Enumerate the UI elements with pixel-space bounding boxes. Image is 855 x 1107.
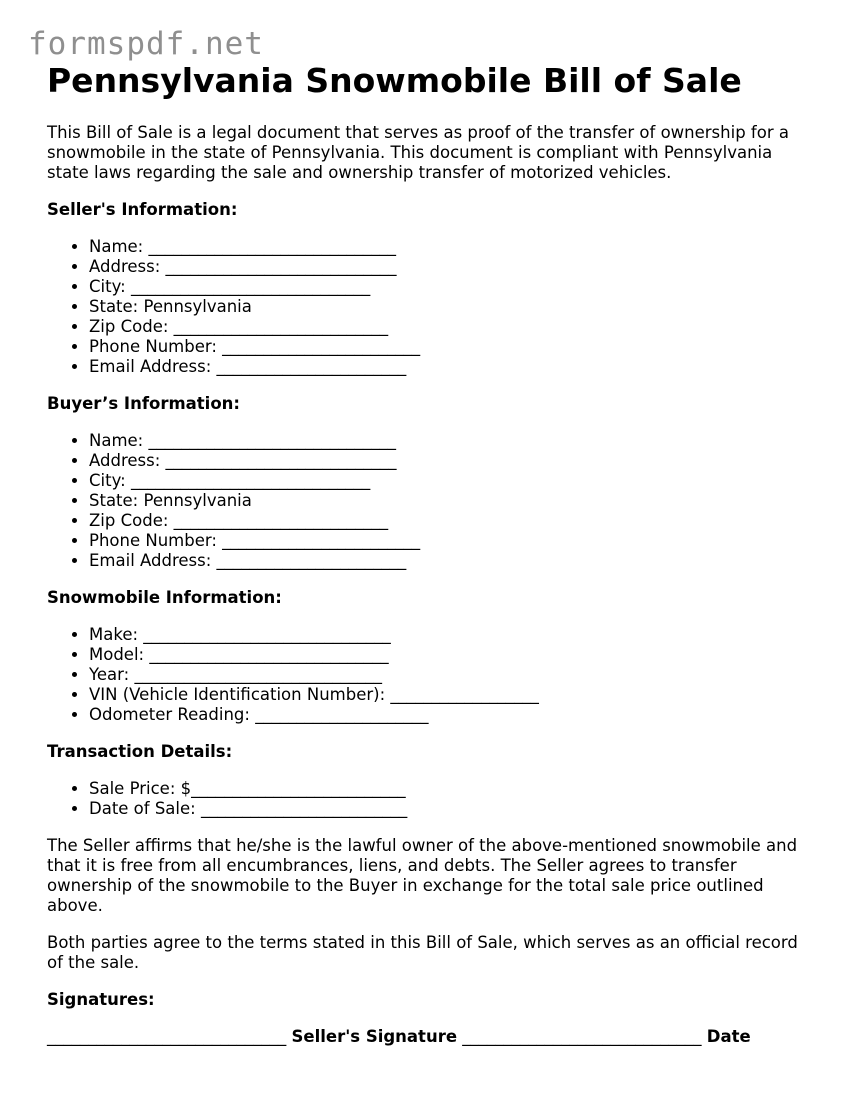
seller-fields <box>47 237 817 377</box>
transaction-heading: Transaction Details: <box>47 742 233 761</box>
buyer-state-field: • State: Pennsylvania <box>89 491 817 511</box>
year-field[interactable]: • Year: ______________________________ <box>89 665 817 685</box>
buyer-heading: Buyer’s Information: <box>47 394 241 413</box>
seller-phone-field[interactable]: • Phone Number: ________________________ <box>89 337 817 357</box>
watermark: formspdf.net <box>28 26 264 62</box>
buyer-address-field[interactable]: • Address: ____________________________ <box>89 451 817 471</box>
buyer-fields <box>47 431 817 571</box>
buyer-city-field[interactable]: • City: _____________________________ <box>89 471 817 491</box>
vin-field[interactable]: • VIN (Vehicle Identification Number): __________________ <box>89 685 817 705</box>
page-title: Pennsylvania Snowmobile Bill of Sale <box>47 61 742 100</box>
seller-heading: Seller's Information: <box>47 200 238 219</box>
buyer-phone-field[interactable]: • Phone Number: ________________________ <box>89 531 817 551</box>
transaction-fields <box>47 779 817 819</box>
seller-zip-field[interactable]: • Zip Code: __________________________ <box>89 317 817 337</box>
affirmation-paragraph: The Seller affirms that he/she is the lawful owner of the above-mentioned snowmobile and that it is free from all encumbrances, liens, and debts. The Seller agrees to transfer ownership of the snowmobile to the Buyer in exchange for the total sale price outlined above. <box>47 836 798 915</box>
agreement-paragraph: Both parties agree to the terms stated in this Bill of Sale, which serves as an official record of the sale. <box>47 933 798 972</box>
date-of-sale-field[interactable]: • Date of Sale: _________________________ <box>89 799 817 819</box>
signature-row <box>47 1027 817 1047</box>
document <box>47 60 817 1047</box>
signatures-heading: Signatures: <box>47 990 155 1009</box>
seller-signature-line[interactable]: _____________________________ <box>47 1027 287 1046</box>
buyer-zip-field[interactable]: • Zip Code: __________________________ <box>89 511 817 531</box>
seller-city-field[interactable]: • City: _____________________________ <box>89 277 817 297</box>
model-field[interactable]: • Model: _____________________________ <box>89 645 817 665</box>
intro-paragraph: This Bill of Sale is a legal document that serves as proof of the transfer of ownership for a snowmobile in the state of Pennsylvania. This document is compliant with Pennsylvania state laws regarding the sale and ownership transfer of motorized vehicles. <box>47 123 789 182</box>
make-field[interactable]: • Make: ______________________________ <box>89 625 817 645</box>
buyer-name-field[interactable]: • Name: ______________________________ <box>89 431 817 451</box>
buyer-email-field[interactable]: • Email Address: _______________________ <box>89 551 817 571</box>
sale-price-field[interactable]: • Sale Price: $__________________________ <box>89 779 817 799</box>
date-line[interactable]: _____________________________ <box>462 1027 702 1046</box>
seller-signature-label: Seller's Signature <box>291 1027 458 1046</box>
seller-name-field[interactable]: • Name: ______________________________ <box>89 237 817 257</box>
seller-address-field[interactable]: • Address: ____________________________ <box>89 257 817 277</box>
snowmobile-heading: Snowmobile Information: <box>47 588 282 607</box>
date-label: Date <box>706 1027 751 1046</box>
seller-state-field: • State: Pennsylvania <box>89 297 817 317</box>
snowmobile-fields <box>47 625 817 725</box>
seller-email-field[interactable]: • Email Address: _______________________ <box>89 357 817 377</box>
odometer-field[interactable]: • Odometer Reading: _____________________ <box>89 705 817 725</box>
